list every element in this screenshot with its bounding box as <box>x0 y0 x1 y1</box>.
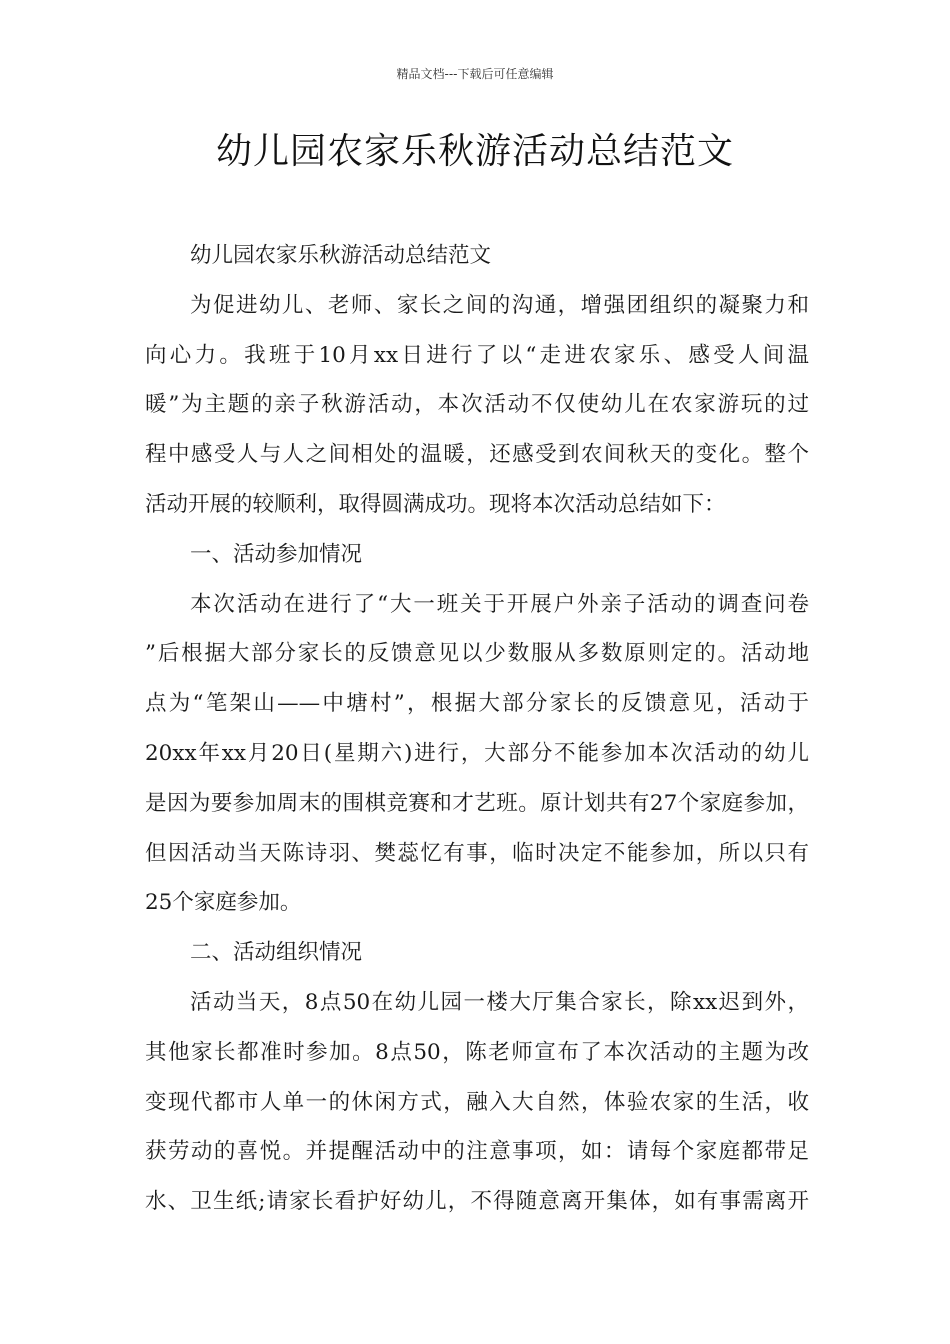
paragraph-line: 是因为要参加周末的围棋竞赛和才艺班。原计划共有27个家庭参加， <box>145 790 809 816</box>
paragraph-line: ”后根据大部分家长的反馈意见以少数服从多数原则定的。活动地 <box>145 641 809 667</box>
paragraph-line: 活动开展的较顺利，取得圆满成功。现将本次活动总结如下： <box>145 491 726 517</box>
paragraph-line: 暖”为主题的亲子秋游活动，本次活动不仅使幼儿在农家游玩的过 <box>145 392 809 418</box>
paragraph-line: 20xx年xx月20日(星期六)进行，大部分不能参加本次活动的幼儿 <box>145 740 809 766</box>
paragraph-line: 本次活动在进行了“大一班关于开展户外亲子活动的调查问卷 <box>190 591 809 617</box>
paragraph-line: 向心力。我班于10月xx日进行了以“走进农家乐、感受人间温 <box>145 342 809 368</box>
section-heading: 二、活动组织情况 <box>190 940 363 966</box>
document-body <box>145 231 809 1227</box>
header-note: 精品文档---下载后可任意编辑 <box>396 67 554 81</box>
paragraph-line: 但因活动当天陈诗羽、樊蕊忆有事，临时决定不能参加，所以只有 <box>145 840 809 866</box>
paragraph-line: 变现代都市人单一的休闲方式，融入大自然，体验农家的生活，收 <box>145 1089 809 1115</box>
paragraph-line: 为促进幼儿、老师、家长之间的沟通，增强团组织的凝聚力和 <box>190 292 809 318</box>
subtitle-line: 幼儿园农家乐秋游活动总结范文 <box>190 243 492 268</box>
section-heading: 一、活动参加情况 <box>190 541 363 567</box>
paragraph-line: 活动当天，8点50在幼儿园一楼大厅集合家长，除xx迟到外， <box>190 989 809 1015</box>
paragraph-line: 点为“笔架山——中塘村”，根据大部分家长的反馈意见，活动于 <box>145 691 809 717</box>
document-title: 幼儿园农家乐秋游活动总结范文 <box>215 131 734 172</box>
paragraph-line: 25个家庭参加。 <box>145 890 302 916</box>
paragraph-line: 其他家长都准时参加。8点50，陈老师宣布了本次活动的主题为改 <box>145 1039 809 1065</box>
paragraph-line: 获劳动的喜悦。并提醒活动中的注意事项，如：请每个家庭都带足 <box>145 1139 809 1165</box>
paragraph-line: 程中感受人与人之间相处的温暖，还感受到农间秋天的变化。整个 <box>145 442 809 468</box>
paragraph-line: 水、卫生纸;请家长看护好幼儿，不得随意离开集体，如有事需离开 <box>145 1189 809 1215</box>
